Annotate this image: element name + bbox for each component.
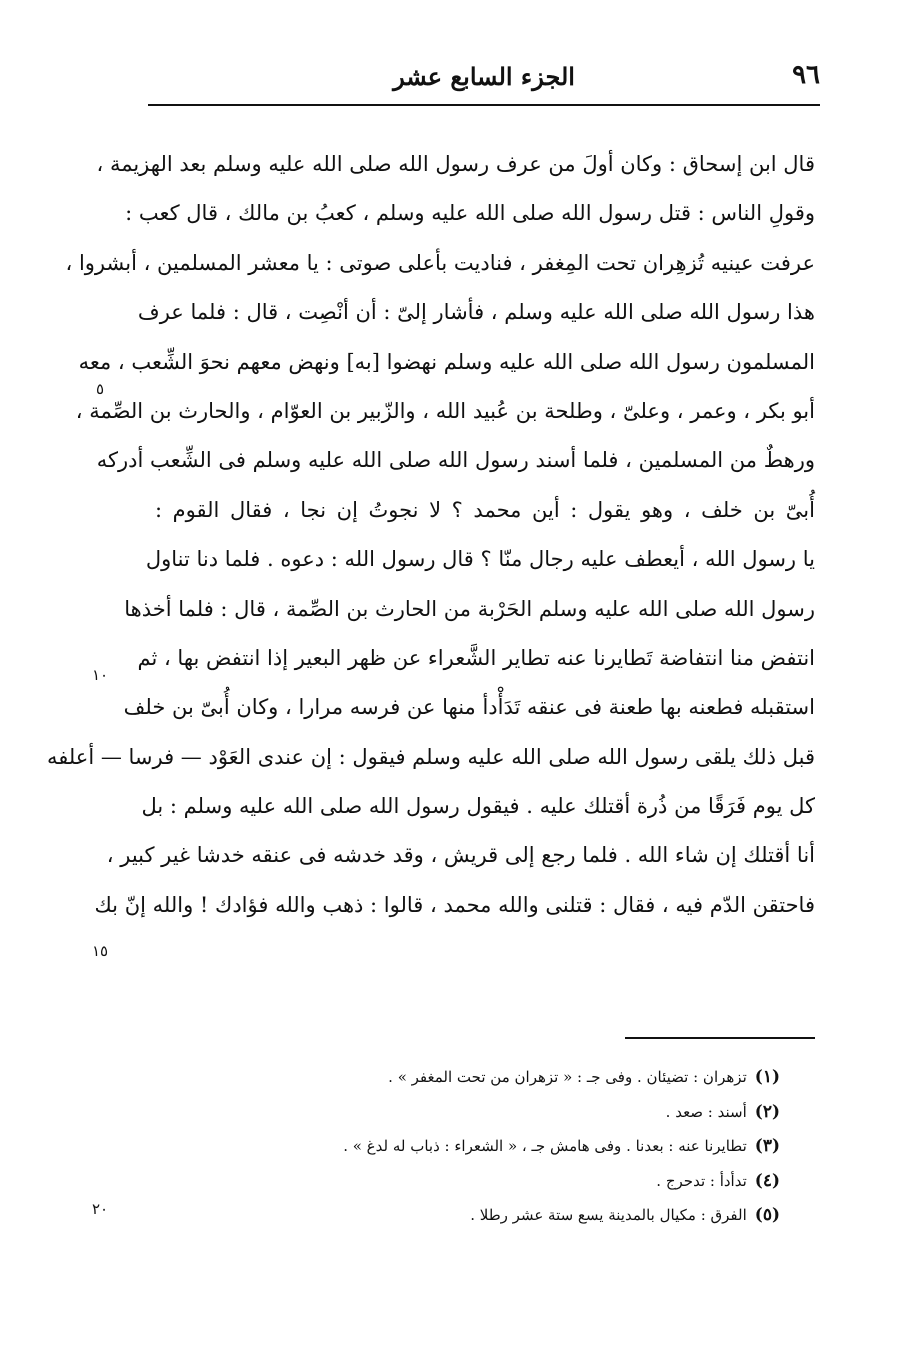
text-line: يا رسول الله ، أيعطف عليه رجال منّا ؟ قال رسول الله : دعوه . فلما دنا تناول bbox=[145, 547, 815, 572]
footnote-mark: (٢) bbox=[754, 1101, 780, 1122]
text-line: ورهطٌ من المسلمين ، فلما أسند رسول الله صلى الله عليه وسلم فى الشِّعب أدركه bbox=[96, 448, 815, 473]
footnote bbox=[300, 1198, 780, 1233]
text-line: هذا رسول الله صلى الله عليه وسلم ، فأشار إلىّ : أن أنْصِت ، قال : فلما عرف bbox=[137, 300, 815, 325]
footnote-text: تزهران : تضيئان . وفى جـ : « تزهران من تحت المغفر » . bbox=[388, 1068, 747, 1086]
text-line: أبو بكر ، وعمر ، وعلىّ ، وطلحة بن عُبيد الله ، والزّبير بن العوّام ، والحارث بن الصِّمة ، bbox=[75, 398, 815, 423]
footnotes bbox=[300, 1060, 780, 1233]
footnote-mark: (٥) bbox=[754, 1205, 780, 1225]
text-line: فاحتقن الدّم فيه ، فقال : قتلنى والله محمد ، قالوا : ذهب والله فؤادك ! والله إنّ بك bbox=[94, 892, 815, 917]
text-line: أُبىّ بن خلف ، وهو يقول : أين محمد ؟ لا نجوتُ إن نجا ، فقال القوم : bbox=[155, 497, 815, 522]
margin-line-number: ١٥ bbox=[91, 942, 109, 960]
text-line: قبل ذلك يلقى رسول الله صلى الله عليه وسلم فيقول : إن عندى العَوْد — فرسا — أعلفه bbox=[46, 744, 815, 769]
header-rule bbox=[148, 104, 820, 106]
text-line: قال ابن إسحاق : وكان أولَ من عرف رسول الله صلى الله عليه وسلم بعد الهزيمة ، bbox=[96, 152, 815, 176]
text-line: وقولِ الناس : قتل رسول الله صلى الله عليه وسلم ، كعبُ بن مالك ، قال كعب : bbox=[125, 201, 815, 226]
footnote bbox=[300, 1164, 780, 1199]
text-line: انتفض منا انتفاضة تَطايرنا عنه تطاير الشَّعراء عن ظهر البعير إذا انتفض بها ، ثم bbox=[137, 645, 815, 670]
footnote-mark: (١) bbox=[754, 1067, 780, 1087]
page-header bbox=[148, 60, 820, 100]
margin-line-number: ٥ bbox=[95, 380, 105, 398]
footnote-text: تطايرنا عنه : بعدنا . وفى هامش جـ ، « الشعراء : ذباب له لدغ » . bbox=[343, 1137, 747, 1155]
margin-line-number: ٢٠ bbox=[91, 1200, 109, 1218]
footnote bbox=[300, 1129, 780, 1164]
text-line: عرفت عينيه تُزهِران تحت المِغفر ، فناديت بأعلى صوتى : يا معشر المسلمين ، أبشروا ، bbox=[65, 250, 815, 275]
text-line: كل يوم فَرَقًا من ذُرة أقتلك عليه . فيقول رسول الله صلى الله عليه وسلم : بل bbox=[141, 794, 815, 819]
footnote bbox=[300, 1095, 780, 1130]
page-number: ٩٦ bbox=[792, 60, 820, 90]
footnote-mark: (٤) bbox=[754, 1170, 780, 1191]
text-line: المسلمون رسول الله صلى الله عليه وسلم نهضوا [به] ونهض معهم نحوَ الشِّعب ، معه bbox=[78, 349, 815, 374]
footnote-text: الفرق : مكيال بالمدينة يسع ستة عشر رطلا . bbox=[470, 1206, 747, 1224]
footnote-text: تدأدأ : تدحرج . bbox=[656, 1171, 747, 1190]
footnote-text: أسند : صعد . bbox=[665, 1102, 747, 1121]
text-line: رسول الله صلى الله عليه وسلم الحَرْبة من الحارث بن الصِّمة ، قال : فلما أخذها bbox=[124, 596, 815, 621]
footnote-mark: (٣) bbox=[754, 1136, 780, 1156]
running-title: الجزء السابع عشر bbox=[393, 62, 575, 91]
text-line: أنا أقتلك إن شاء الله . فلما رجع إلى قريش ، وقد خدشه فى عنقه خدشا غير كبير ، bbox=[106, 843, 815, 868]
text-line: استقبله فطعنه بها طعنة فى عنقه تَدَأْدأ منها عن فرسه مرارا ، وكان أُبىّ بن خلف bbox=[123, 695, 815, 720]
footnote-rule bbox=[625, 1037, 815, 1039]
footnote bbox=[300, 1060, 780, 1095]
margin-line-number: ١٠ bbox=[91, 666, 109, 684]
